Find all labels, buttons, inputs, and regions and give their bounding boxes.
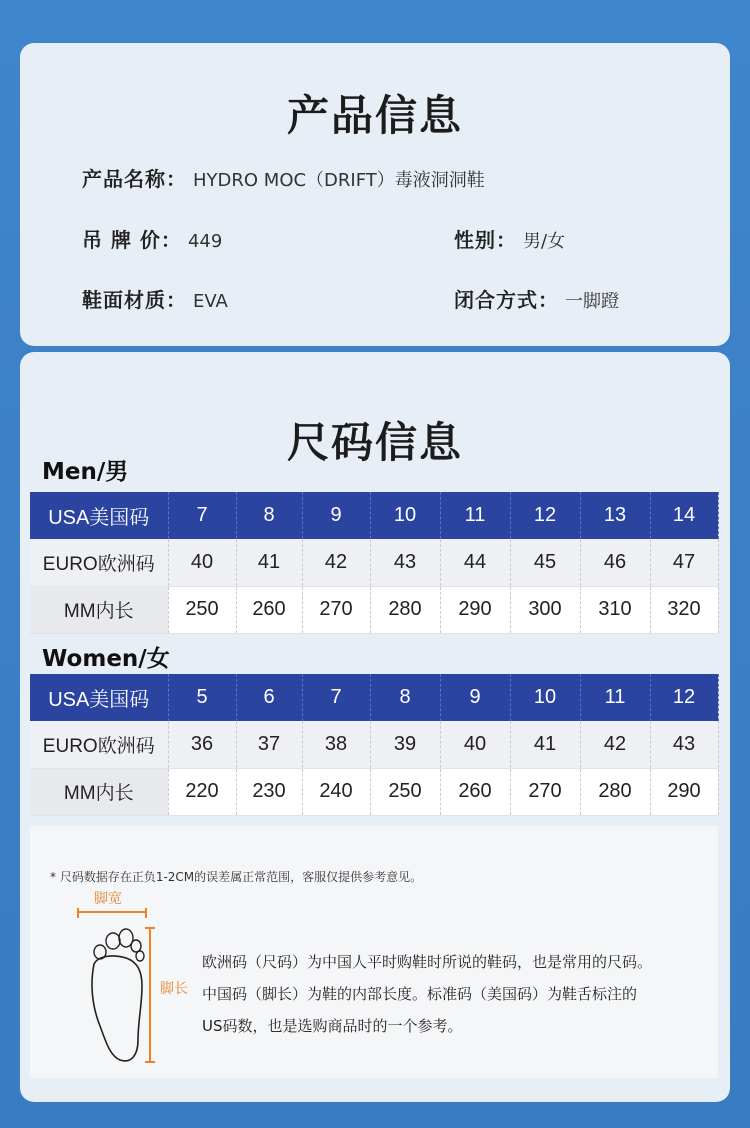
size-cell: 320 bbox=[650, 586, 718, 633]
size-cell: 7 bbox=[302, 674, 370, 721]
women-usa-size-row bbox=[30, 674, 718, 721]
size-explanation bbox=[202, 946, 652, 1042]
tolerance-note: * 尺码数据存在正负1-2CM的误差属正常范围，客服仅提供参考意见。 bbox=[50, 870, 423, 884]
material-key: 鞋面材质： bbox=[82, 288, 187, 312]
product-name-row bbox=[82, 163, 485, 192]
women-mm-length-row bbox=[30, 768, 718, 815]
size-cell: 14 bbox=[650, 492, 718, 539]
size-cell: 46 bbox=[580, 539, 650, 586]
men-size-table bbox=[30, 492, 719, 634]
size-cell: 12 bbox=[650, 674, 718, 721]
row-label: EURO欧洲码 bbox=[30, 721, 168, 768]
size-cell: 11 bbox=[580, 674, 650, 721]
women-size-table bbox=[30, 674, 719, 816]
size-cell: 37 bbox=[236, 721, 302, 768]
size-cell: 11 bbox=[440, 492, 510, 539]
product-info-card bbox=[20, 43, 730, 346]
foot-length-label: 脚长 bbox=[160, 981, 188, 997]
size-cell: 290 bbox=[440, 586, 510, 633]
size-cell: 43 bbox=[370, 539, 440, 586]
explanation-line: 中国码（脚长）为鞋的内部长度。标准码（美国码）为鞋舌标注的 bbox=[202, 985, 638, 1003]
men-euro-size-row bbox=[30, 539, 718, 586]
material-value: EVA bbox=[193, 291, 228, 312]
size-cell: 40 bbox=[168, 539, 236, 586]
size-cell: 250 bbox=[168, 586, 236, 633]
price-value: 449 bbox=[187, 231, 223, 252]
size-cell: 280 bbox=[370, 586, 440, 633]
row-label: MM内长 bbox=[30, 586, 168, 633]
closure-row bbox=[454, 284, 619, 313]
size-cell: 270 bbox=[302, 586, 370, 633]
row-label: MM内长 bbox=[30, 768, 168, 815]
row-label: EURO欧洲码 bbox=[30, 539, 168, 586]
size-info-card bbox=[20, 352, 730, 1102]
size-cell: 40 bbox=[440, 721, 510, 768]
foot-diagram bbox=[50, 891, 200, 1069]
size-cell: 36 bbox=[168, 721, 236, 768]
price-row bbox=[82, 224, 222, 253]
row-label: USA美国码 bbox=[30, 492, 168, 539]
size-cell: 41 bbox=[236, 539, 302, 586]
men-mm-length-row bbox=[30, 586, 718, 633]
material-row bbox=[82, 284, 228, 313]
size-cell: 6 bbox=[236, 674, 302, 721]
size-cell: 290 bbox=[650, 768, 718, 815]
size-cell: 39 bbox=[370, 721, 440, 768]
size-cell: 7 bbox=[168, 492, 236, 539]
price-key: 吊 牌 价： bbox=[82, 228, 182, 252]
foot-width-label: 脚宽 bbox=[94, 891, 122, 907]
size-cell: 42 bbox=[580, 721, 650, 768]
product-name-key: 产品名称： bbox=[82, 167, 187, 191]
closure-value: 一脚蹬 bbox=[565, 291, 619, 312]
size-cell: 42 bbox=[302, 539, 370, 586]
size-cell: 43 bbox=[650, 721, 718, 768]
size-cell: 10 bbox=[370, 492, 440, 539]
gender-row bbox=[454, 224, 565, 253]
size-cell: 45 bbox=[510, 539, 580, 586]
size-cell: 240 bbox=[302, 768, 370, 815]
explanation-line: US码数，也是选购商品时的一个参考。 bbox=[202, 1017, 463, 1035]
size-cell: 230 bbox=[236, 768, 302, 815]
size-cell: 44 bbox=[440, 539, 510, 586]
size-cell: 8 bbox=[370, 674, 440, 721]
men-usa-size-row bbox=[30, 492, 718, 539]
size-cell: 38 bbox=[302, 721, 370, 768]
row-label: USA美国码 bbox=[30, 674, 168, 721]
size-cell: 260 bbox=[236, 586, 302, 633]
size-cell: 13 bbox=[580, 492, 650, 539]
size-cell: 8 bbox=[236, 492, 302, 539]
size-cell: 5 bbox=[168, 674, 236, 721]
size-cell: 9 bbox=[440, 674, 510, 721]
product-name-value: HYDRO MOC（DRIFT）毒液洞洞鞋 bbox=[193, 170, 485, 191]
size-cell: 260 bbox=[440, 768, 510, 815]
closure-key: 闭合方式： bbox=[454, 288, 559, 312]
gender-key: 性别： bbox=[454, 228, 517, 252]
size-cell: 310 bbox=[580, 586, 650, 633]
size-note-box bbox=[30, 826, 718, 1078]
size-cell: 300 bbox=[510, 586, 580, 633]
size-cell: 250 bbox=[370, 768, 440, 815]
size-cell: 47 bbox=[650, 539, 718, 586]
explanation-line: 欧洲码（尺码）为中国人平时购鞋时所说的鞋码，也是常用的尺码。 bbox=[202, 953, 653, 971]
size-cell: 220 bbox=[168, 768, 236, 815]
women-section-title: Women/女 bbox=[42, 646, 170, 672]
size-cell: 270 bbox=[510, 768, 580, 815]
size-cell: 9 bbox=[302, 492, 370, 539]
size-cell: 12 bbox=[510, 492, 580, 539]
size-info-title: 尺码信息 bbox=[286, 418, 463, 467]
men-section-title: Men/男 bbox=[42, 459, 129, 485]
gender-value: 男/女 bbox=[523, 231, 566, 252]
size-cell: 41 bbox=[510, 721, 580, 768]
women-euro-size-row bbox=[30, 721, 718, 768]
size-cell: 280 bbox=[580, 768, 650, 815]
product-info-title: 产品信息 bbox=[286, 91, 463, 140]
size-cell: 10 bbox=[510, 674, 580, 721]
